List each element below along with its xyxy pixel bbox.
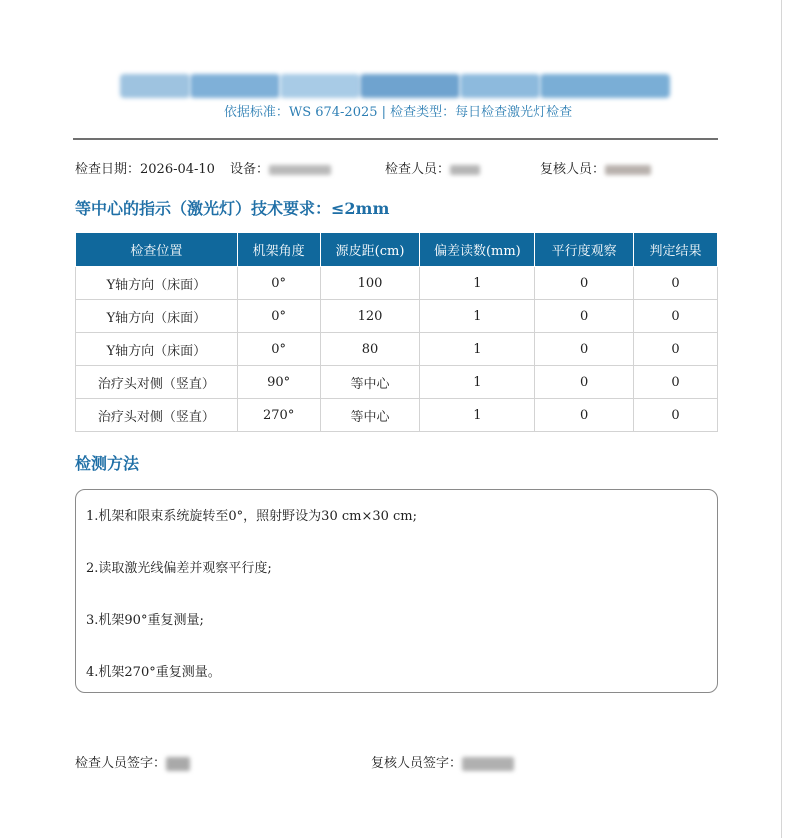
cell-position: Y轴方向（床面）	[76, 267, 238, 300]
cell-gantry-angle: 0°	[237, 300, 320, 333]
reviewer-signature	[371, 752, 514, 771]
reviewer-value-redacted	[605, 165, 651, 175]
cell-ssd: 80	[320, 333, 420, 366]
cell-result: 0	[634, 267, 718, 300]
header-result: 判定结果	[634, 233, 718, 267]
cell-ssd: 100	[320, 267, 420, 300]
cell-ssd: 120	[320, 300, 420, 333]
method-step: 3.机架90°重复测量;	[86, 613, 204, 628]
table-row	[76, 300, 718, 333]
inspector-value-redacted	[450, 165, 480, 175]
document-title-redacted	[120, 74, 670, 100]
page-edge-line	[781, 0, 782, 838]
cell-position: Y轴方向（床面）	[76, 333, 238, 366]
table-row	[76, 399, 718, 432]
cell-result: 0	[634, 399, 718, 432]
cell-deviation: 1	[420, 333, 535, 366]
cell-position: Y轴方向（床面）	[76, 300, 238, 333]
cell-deviation: 1	[420, 366, 535, 399]
cell-gantry-angle: 0°	[237, 267, 320, 300]
cell-parallelism: 0	[535, 267, 634, 300]
device-field	[230, 158, 331, 177]
cell-result: 0	[634, 333, 718, 366]
cell-gantry-angle: 90°	[237, 366, 320, 399]
method-step: 4.机架270°重复测量。	[86, 665, 221, 680]
table-row	[76, 267, 718, 300]
cell-gantry-angle: 0°	[237, 333, 320, 366]
header-position: 检查位置	[76, 233, 238, 267]
reviewer-signature-label: 复核人员签字：	[371, 756, 463, 771]
header-ssd: 源皮距(cm)	[320, 233, 420, 267]
method-box	[75, 489, 718, 693]
inspector-label: 检查人员：	[385, 162, 451, 177]
section-title-method: 检测方法	[75, 454, 140, 473]
cell-deviation: 1	[420, 267, 535, 300]
device-value-redacted	[269, 165, 331, 175]
table-header-row	[76, 233, 718, 267]
header-divider	[73, 138, 718, 140]
inspector-signature-label: 检查人员签字：	[75, 756, 167, 771]
standard-subtitle: 依据标准：WS 674-2025 | 检查类型：每日检查激光灯检查	[223, 105, 573, 120]
reviewer-label: 复核人员：	[540, 162, 606, 177]
reviewer-field	[540, 158, 651, 177]
cell-ssd: 等中心	[320, 399, 420, 432]
table-row	[76, 333, 718, 366]
inspection-table	[75, 232, 718, 432]
cell-parallelism: 0	[535, 333, 634, 366]
cell-position: 治疗头对侧（竖直）	[76, 366, 238, 399]
device-label: 设备：	[230, 162, 270, 177]
inspector-signature	[75, 752, 190, 771]
cell-result: 0	[634, 300, 718, 333]
reviewer-signature-redacted	[462, 757, 514, 771]
method-step: 1.机架和限束系统旋转至0°，照射野设为30 cm×30 cm;	[86, 509, 418, 524]
cell-parallelism: 0	[535, 366, 634, 399]
cell-position: 治疗头对侧（竖直）	[76, 399, 238, 432]
cell-result: 0	[634, 366, 718, 399]
cell-ssd: 等中心	[320, 366, 420, 399]
inspection-date: 检查日期：2026-04-10	[75, 162, 215, 177]
cell-parallelism: 0	[535, 300, 634, 333]
cell-gantry-angle: 270°	[237, 399, 320, 432]
inspector-field	[385, 158, 480, 177]
header-gantry-angle: 机架角度	[237, 233, 320, 267]
cell-deviation: 1	[420, 300, 535, 333]
table-row	[76, 366, 718, 399]
section-title-isocenter: 等中心的指示（激光灯）技术要求：≤2mm	[75, 199, 390, 218]
header-parallelism: 平行度观察	[535, 233, 634, 267]
method-step: 2.读取激光线偏差并观察平行度;	[86, 561, 272, 576]
cell-deviation: 1	[420, 399, 535, 432]
header-deviation: 偏差读数(mm)	[420, 233, 535, 267]
inspector-signature-redacted	[166, 757, 190, 771]
cell-parallelism: 0	[535, 399, 634, 432]
